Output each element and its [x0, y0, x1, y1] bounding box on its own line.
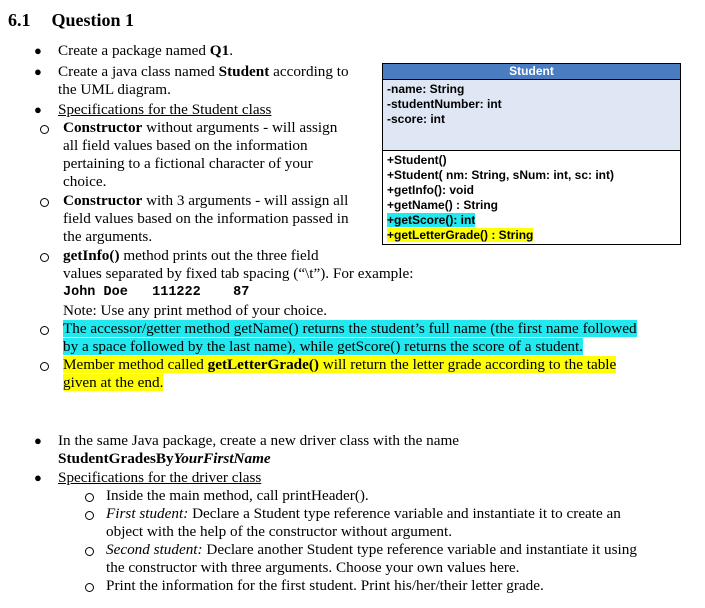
item-constructor-3arg: Constructor with 3 arguments - will assign all — [63, 192, 349, 209]
item-getinfo: getInfo() method prints out the three field — [63, 247, 319, 264]
item-driver-class: In the same Java package, create a new driver class with the name — [58, 432, 460, 449]
uml-attribute: -studentNumber: int — [387, 97, 502, 111]
item-create-class-line2: the UML diagram. — [58, 81, 171, 98]
bullet-icon: ● — [34, 470, 42, 485]
circle-bullet-icon — [40, 253, 49, 262]
uml-method-getlettergrade: +getLetterGrade() : String — [387, 228, 534, 242]
circle-bullet-icon — [85, 547, 94, 556]
text-line: the constructor with three arguments. Choose your own values here. — [106, 559, 520, 576]
uml-class-name: Student — [383, 64, 680, 80]
item-accessor: The accessor/getter method getName() returns the student’s full name (the first name followed — [63, 320, 637, 337]
section-heading — [8, 10, 134, 31]
bullet-icon: ● — [34, 102, 42, 117]
item-create-class: Create a java class named Student according to — [58, 63, 349, 80]
uml-method: +getName() : String — [387, 198, 499, 212]
uml-method: +getInfo(): void — [387, 183, 474, 197]
text-line: object with the help of the constructor without argument. — [106, 523, 452, 540]
driver-step-print: Print the information for the first student. Print his/her/their letter grade. — [106, 577, 544, 594]
item-letter-grade-line2: given at the end. — [63, 374, 164, 391]
uml-attribute: -score: int — [387, 112, 446, 126]
item-letter-grade: Member method called getLetterGrade() will return the letter grade according to the table — [63, 356, 617, 373]
circle-bullet-icon — [40, 198, 49, 207]
driver-step-first-student: First student: Declare a Student type reference variable and instantiate it to create an — [106, 505, 621, 522]
uml-method-getscore: +getScore(): int — [387, 213, 476, 227]
text-line: choice. — [63, 173, 107, 190]
circle-bullet-icon — [85, 583, 94, 592]
circle-bullet-icon — [85, 493, 94, 502]
item-accessor-line2: by a space followed by the last name), while getScore() returns the score of a student. — [63, 338, 583, 355]
item-create-package: Create a package named Q1. — [58, 42, 234, 59]
text-line: field values based on the information passed in — [63, 210, 349, 227]
uml-method: +Student( nm: String, sNum: int, sc: int) — [387, 168, 614, 182]
bullet-icon: ● — [34, 43, 42, 58]
spec-driver-heading: Specifications for the driver class — [58, 469, 262, 486]
text-line: values separated by fixed tab spacing (“\t”). For example: — [63, 265, 414, 282]
text-line: all field values based on the information — [63, 137, 308, 154]
driver-step-main: Inside the main method, call printHeader(). — [106, 487, 369, 504]
driver-step-second-student: Second student: Declare another Student type reference variable and instantiate it using — [106, 541, 637, 558]
uml-class-diagram — [382, 63, 681, 245]
text-line: pertaining to a fictional character of your — [63, 155, 313, 172]
note-text: Note: Use any print method of your choice. — [63, 302, 328, 319]
getinfo-example: John Doe 111222 87 — [63, 285, 250, 300]
circle-bullet-icon — [40, 125, 49, 134]
circle-bullet-icon — [85, 511, 94, 520]
spec-student-heading: Specifications for the Student class — [58, 101, 272, 118]
bullet-icon: ● — [34, 433, 42, 448]
circle-bullet-icon — [40, 362, 49, 371]
uml-attributes — [383, 80, 680, 151]
driver-class-name: StudentGradesByYourFirstName — [58, 450, 271, 467]
uml-method: +Student() — [387, 153, 447, 167]
bullet-icon: ● — [34, 64, 42, 79]
section-number: 6.1 — [8, 10, 31, 30]
uml-methods — [383, 151, 680, 244]
section-title: Question 1 — [51, 10, 135, 30]
item-constructor-noarg: Constructor without arguments - will assign — [63, 119, 338, 136]
uml-attribute: -name: String — [387, 82, 465, 96]
text-line: the arguments. — [63, 228, 153, 245]
circle-bullet-icon — [40, 326, 49, 335]
